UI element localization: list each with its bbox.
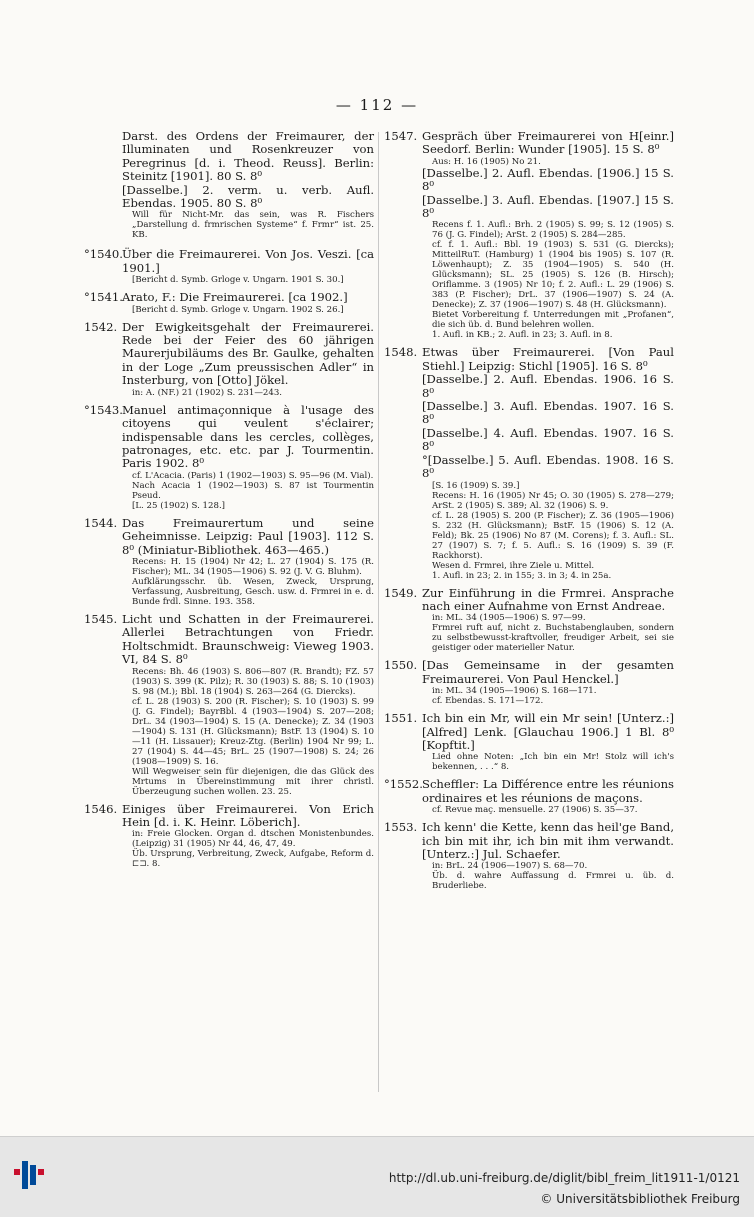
entry-1547 <box>384 130 674 340</box>
page-number: — 112 — <box>335 96 419 114</box>
entry-1546 <box>84 803 374 870</box>
entry-note: Aufklärungsschr. üb. Wesen, Zweck, Ursprung, Verfassung, Ausbreitung, Gesch. usw. d. Frmrei in e. d. Bunde frdl. Sinne. 193. 358. <box>132 576 374 607</box>
entry-1543 <box>84 404 374 511</box>
entry-1552 <box>384 778 674 815</box>
entry-text: Gespräch über Freimaurerei von H[einr.] Seedorf. Berlin: Wunder [1905]. 15 S. 8⁰ <box>422 129 674 157</box>
entry-note: Will für Nicht-Mr. das sein, was R. Fischers „Darstellung d. frmrischen Systeme“ f. Frmr“ ist. 25. KB. <box>132 210 374 241</box>
entry-number: 1545. <box>84 611 118 626</box>
entry-note: 1. Aufl. in 23; 2. in 155; 3. in 3; 4. in 25a. <box>432 570 612 581</box>
entry-sub: [Dasselbe.] 2. Aufl. Ebendas. 1906. 16 S. 8⁰ <box>422 372 674 400</box>
entry-text: Manuel antimaçonnique à l'usage des citoyens qui veulent s'éclairer; indispensable dans les cercles, collèges, patronages, etc. etc. par J. Tourmentin. Paris 1902. 8⁰ <box>122 402 374 471</box>
entry-note: [Bericht d. Symb. Grloge v. Ungarn. 1902 S. 26.] <box>132 304 344 315</box>
entry-number: °1552. <box>384 777 423 792</box>
entry-note: Aus: H. 16 (1905) No 21. <box>432 156 541 167</box>
entry-note: Wesen d. Frmrei, ihre Ziele u. Mittel. <box>432 560 595 571</box>
entry-number: 1544. <box>84 515 118 530</box>
entry-number: 1542. <box>84 319 118 334</box>
entry-text: Arato, F.: Die Freimaurerei. [ca 1902.] <box>122 290 348 305</box>
entry-note: Nach Acacia 1 (1902—1903) S. 87 ist Tourmentin Pseud. <box>132 480 374 501</box>
entry-1544 <box>84 517 374 607</box>
entry-text: Einiges über Freimaurerei. Von Erich Hein [d. i. K. Heinr. Löberich]. <box>122 801 374 829</box>
entry-note: cf. Revue maç. mensuelle. 27 (1906) S. 35—37. <box>432 805 638 816</box>
entry-number: 1553. <box>384 820 418 835</box>
entry-note: in: BrL. 24 (1906—1907) S. 68—70. <box>432 861 588 872</box>
entry-text: Ich kenn' die Kette, kenn das heil'ge Band, ich bin mit ihr, ich bin mit ihm verwandt. [Unterz.:] Jul. Schaefer. <box>422 820 674 861</box>
entry-number: 1546. <box>84 801 118 816</box>
copyright-notice: © Universitätsbibliothek Freiburg <box>540 1192 740 1206</box>
entry-text: Licht und Schatten in der Freimaurerei. Allerlei Betrachtungen von Friedr. Holtschmidt. Braunschweig: Vieweg 1903. VI, 84 S. 8⁰ <box>122 611 374 667</box>
entry-number: °1540. <box>84 247 123 262</box>
right-column <box>384 130 674 897</box>
entry-sub: °[Dasselbe.] 5. Aufl. Ebendas. 1908. 16 S. 8⁰ <box>422 452 674 481</box>
entry-note: [S. 16 (1909) S. 39.] <box>432 480 520 491</box>
entry-1541 <box>84 291 374 314</box>
entry-1553 <box>384 821 674 891</box>
entry-note: cf. Ebendas. S. 171—172. <box>432 696 544 707</box>
entry-1550 <box>384 659 674 706</box>
entry-note: cf. L'Acacia. (Paris) 1 (1902—1903) S. 95—96 (M. Vial). <box>132 470 374 481</box>
footer-bar <box>0 1136 754 1217</box>
entry-note: [L. 25 (1902) S. 128.] <box>132 500 226 511</box>
entry-1542 <box>84 321 374 398</box>
entry-number: 1549. <box>384 585 418 600</box>
entry-note: Recens: Bh. 46 (1903) S. 806—807 (R. Brandt); FZ. 57 (1903) S. 399 (K. Pilz); R. 30 (1903) S. 88; S. 10 (1903) S. 98 (M.); Bbl. 18 (1904) S. 263—264 (G. Diercks). <box>132 666 374 697</box>
entry-note: Frmrei ruft auf, nicht z. Buchstabenglauben, sondern zu selbstbewusst-kraftvoller, freudiger Arbeit, sei sie geistiger oder materieller Natur. <box>432 623 674 654</box>
university-logo-icon <box>12 1155 48 1195</box>
entry-note: Üb. Ursprung, Verbreitung, Zweck, Aufgabe, Reform d. ⊏⊐. 8. <box>132 849 374 870</box>
entry-text: Darst. des Ordens der Freimaurer, der Illuminaten und Rosenkreuzer von Peregrinus [d. i. Theod. Reuss]. Berlin: Steinitz [1901]. 80 S. 8⁰ <box>122 129 374 184</box>
entry-text: Etwas über Freimaurerei. [Von Paul Stiehl.] Leipzig: Stichl [1905]. 16 S. 8⁰ <box>422 345 674 373</box>
left-column <box>84 130 374 875</box>
entry-text: Zur Einführung in die Frmrei. Ansprache nach einer Aufnahme von Ernst Andreae. <box>422 585 674 613</box>
entry-sub: [Dasselbe.] 3. Aufl. Ebendas. 1907. 16 S. 8⁰ <box>422 399 674 427</box>
entry-number: 1550. <box>384 658 418 673</box>
entry-sub: [Dasselbe.] 2. Aufl. Ebendas. [1906.] 15 S. 8⁰ <box>422 165 674 194</box>
entry-note: in: ML. 34 (1905—1906) S. 168—171. <box>432 686 597 697</box>
entry-text: Über die Freimaurerei. Von Jos. Veszi. [ca 1901.] <box>122 247 374 275</box>
entry-note: Lied ohne Noten: „Ich bin ein Mr! Stolz will ich's bekennen, . . .“ 8. <box>432 752 674 773</box>
entry-note: in: ML. 34 (1905—1906) S. 97—99. <box>432 613 586 624</box>
entry-1540 <box>84 248 374 285</box>
entry-note: in: Freie Glocken. Organ d. dtschen Monistenbundes. (Leipzig) 31 (1905) Nr 44, 46, 47, 49. <box>132 829 374 850</box>
entry-1545 <box>84 613 374 797</box>
entry-note: [Bericht d. Symb. Grloge v. Ungarn. 1901 S. 30.] <box>132 275 344 286</box>
entry-note: Recens f. 1. Aufl.: Brh. 2 (1905) S. 99; S. 12 (1905) S. 76 (J. G. Findel); ArSt. 2 (1905) S. 284—285. <box>432 220 674 241</box>
entry-text: Scheffler: La Différence entre les réunions ordinaires et les réunions de maçons. <box>422 777 674 805</box>
entry-1548 <box>384 346 674 580</box>
entry-number: °1543. <box>84 402 123 417</box>
entry-sub: [Dasselbe.] 4. Aufl. Ebendas. 1907. 16 S. 8⁰ <box>422 425 674 454</box>
entry-note: cf. L. 28 (1905) S. 200 (P. Fischer); Z. 36 (1905—1906) S. 232 (H. Glücksmann); BstF. 15 (1906) S. 12 (A. Feld); Bk. 25 (1906) No 87 (M. Corens); f. 3. Aufl.: SL. 27 (1907) S. 7; f. 5. Aufl.: S. 16 (1909) S. 39 (F. Rackhorst). <box>432 510 674 561</box>
entry-note: in: A. (NF.) 21 (1902) S. 231—243. <box>132 387 283 398</box>
entry-number: °1541. <box>84 290 123 305</box>
entry-number: 1547. <box>384 129 418 143</box>
entry-text: Ich bin ein Mr, will ein Mr sein! [Unterz.:] [Alfred] Lenk. [Glauchau 1906.] 1 Bl. 8⁰ [Kopftit.] <box>422 711 674 752</box>
entry-1549 <box>384 587 674 654</box>
entry-text: Das Freimaurertum und seine Geheimnisse. Leipzig: Paul [1903]. 112 S. 8⁰ (Miniatur-Bibliothek. 463—465.) <box>122 515 374 557</box>
entry-text: Der Ewigkeitsgehalt der Freimaurerei. Rede bei der Feier des 60 jährigen Maurerjubiläums des Br. Gaulke, gehalten in der Loge „Zum preussischen Adler“ in Insterburg, von [Otto] Jökel. <box>122 319 374 388</box>
entry-note: 1. Aufl. in KB.; 2. Aufl. in 23; 3. Aufl. in 8. <box>432 330 613 341</box>
entry-note: cf. f. 1. Aufl.: Bbl. 19 (1903) S. 531 (G. Diercks); MitteilRuT. (Hamburg) 1 (1904 bis 1905) S. 107 (R. Löwenhaupt); Z. 35 (1904—1905) S. 540 (H. Glücksmann); SL. 25 (1905) S. 126 (B. Hirsch); Oriflamme. 3 (1905) Nr 10; f. 2. Aufl.: L. 29 (1906) S. 383 (P. Fischer); DrL. 37 (1906—1907) S. 24 (A. Denecke); Z. 37 (1906—1907) S. 48 (H. Glücksmann). <box>432 240 674 311</box>
entry-number: 1551. <box>384 711 418 726</box>
entry-note: Recens: H. 16 (1905) Nr 45; O. 30 (1905) S. 278—279; ArSt. 2 (1905) S. 389; Al. 32 (1906) S. 9. <box>432 490 674 511</box>
entry-sub: [Dasselbe.] 2. verm. u. verb. Aufl. Ebendas. 1905. 80 S. 8⁰ <box>122 182 374 211</box>
entry-note: Bietet Vorbereitung f. Unterredungen mit „Profanen“, die sich üb. d. Bund belehren wollen. <box>432 310 674 331</box>
entry-sub: [Dasselbe.] 3. Aufl. Ebendas. [1907.] 15 S. 8⁰ <box>422 192 674 221</box>
entry-1539-continuation <box>84 130 374 240</box>
entry-text: [Das Gemeinsame in der gesamten Freimaurerei. Von Paul Henckel.] <box>422 658 674 686</box>
entry-note: Will Wegweiser sein für diejenigen, die das Glück des Mrtums in Übereinstimmung mit ihrer christl. Überzeugung suchen wollen. 23. 25. <box>132 766 374 797</box>
page-url-link[interactable]: http://dl.ub.uni-freiburg.de/diglit/bibl_freim_lit1911-1/0121 <box>388 1171 740 1185</box>
entry-note: Üb. d. wahre Auffassung d. Frmrei u. üb. d. Bruderliebe. <box>432 871 674 892</box>
entry-1551 <box>384 712 674 772</box>
entry-note: cf. L. 28 (1903) S. 200 (R. Fischer); S. 10 (1903) S. 99 (J. G. Findel); BayrBbl. 4 (1903—1904) S. 207—208; DrL. 34 (1903—1904) S. 15 (A. Denecke); Z. 34 (1903—1904) S. 131 (H. Glücksmann); BstF. 13 (1904) S. 10—11 (H. Lissauer); Kreuz-Ztg. (Berlin) 1904 Nr 99; L. 27 (1904) S. 44—45; BrL. 25 (1907—1908) S. 24; 26 (1908—1909) S. 16. <box>132 696 374 767</box>
entry-number: 1548. <box>384 345 418 360</box>
entry-note: Recens: H. 15 (1904) Nr 42; L. 27 (1904) S. 175 (R. Fischer); ML. 34 (1905—1906) S. 92 (J. V. G. Bluhm). <box>132 556 374 577</box>
column-divider <box>378 132 379 1092</box>
